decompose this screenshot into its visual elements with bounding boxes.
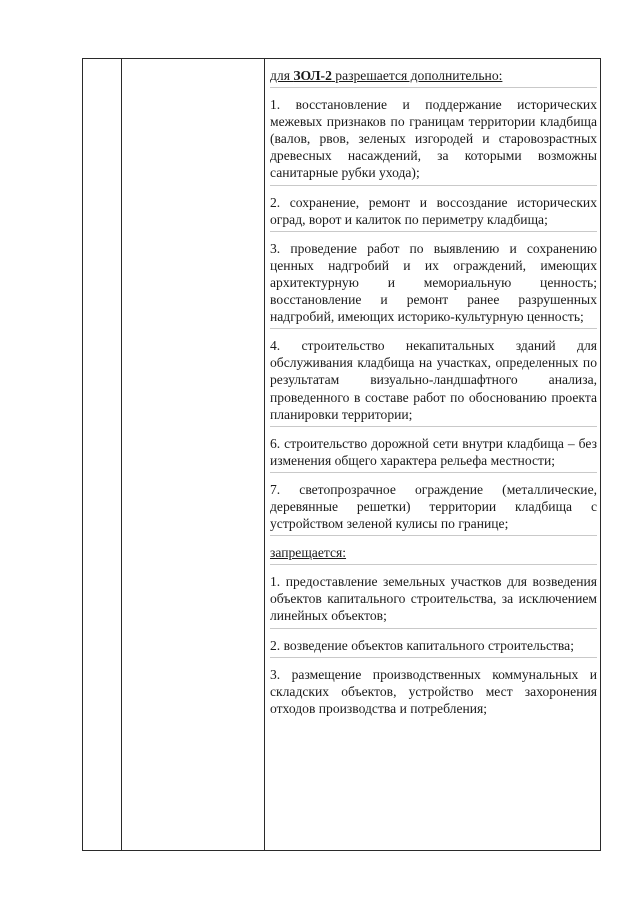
allowed-item-1: 1. восстановление и поддержание исторических межевых признаков по границам территории кладбища (валов, рвов, зеленых изгородей и старовозрастных древесных насаждений, за которыми возможны санитарные рубки ухода);	[270, 96, 597, 185]
zone-intro	[270, 67, 597, 88]
allowed-item-4: 4. строительство некапитальных зданий для обслуживания кладбища на участках, определенных по результатам визуально-ландшафтного анализа, проведенного в составе работ по обоснованию проекта планировки территории;	[270, 337, 597, 426]
zone-code: ЗОЛ-2	[293, 68, 332, 83]
prohibited-heading-text: запрещается:	[270, 545, 347, 561]
prohibited-item-3: 3. размещение производственных коммунальных и складских объектов, устройство мест захоронения отходов производства и потребления;	[270, 666, 597, 716]
column-divider-2	[264, 59, 265, 850]
allowed-item-2: 2. сохранение, ремонт и воссоздание исторических оград, ворот и калиток по периметру кладбища;	[270, 194, 597, 232]
prohibited-heading	[270, 544, 597, 565]
allowed-item-3: 3. проведение работ по выявлению и сохранению ценных надгробий и их ограждений, имеющих архитектурную и мемориальную ценность; восстановление и ремонт ранее разрушенных надгробий, имеющих историко-культурную ценность;	[270, 240, 597, 329]
column-divider-1	[121, 59, 122, 850]
prohibited-item-1: 1. предоставление земельных участков для возведения объектов капитального строительства, за исключением линейных объектов;	[270, 573, 597, 628]
regulation-table	[82, 58, 601, 851]
allowed-item-7: 7. светопрозрачное ограждение (металлические, деревянные решетки) территории кладбища с устройством зеленой кулисы по границе;	[270, 481, 597, 536]
zone-intro-prefix: для	[270, 68, 294, 83]
allowed-item-6: 6. строительство дорожной сети внутри кладбища – без изменения общего характера рельефа местности;	[270, 435, 597, 473]
zone-intro-suffix: разрешается дополнительно:	[331, 68, 503, 83]
regulation-cell	[270, 67, 597, 728]
prohibited-item-2: 2. возведение объектов капитального строительства;	[270, 637, 597, 658]
